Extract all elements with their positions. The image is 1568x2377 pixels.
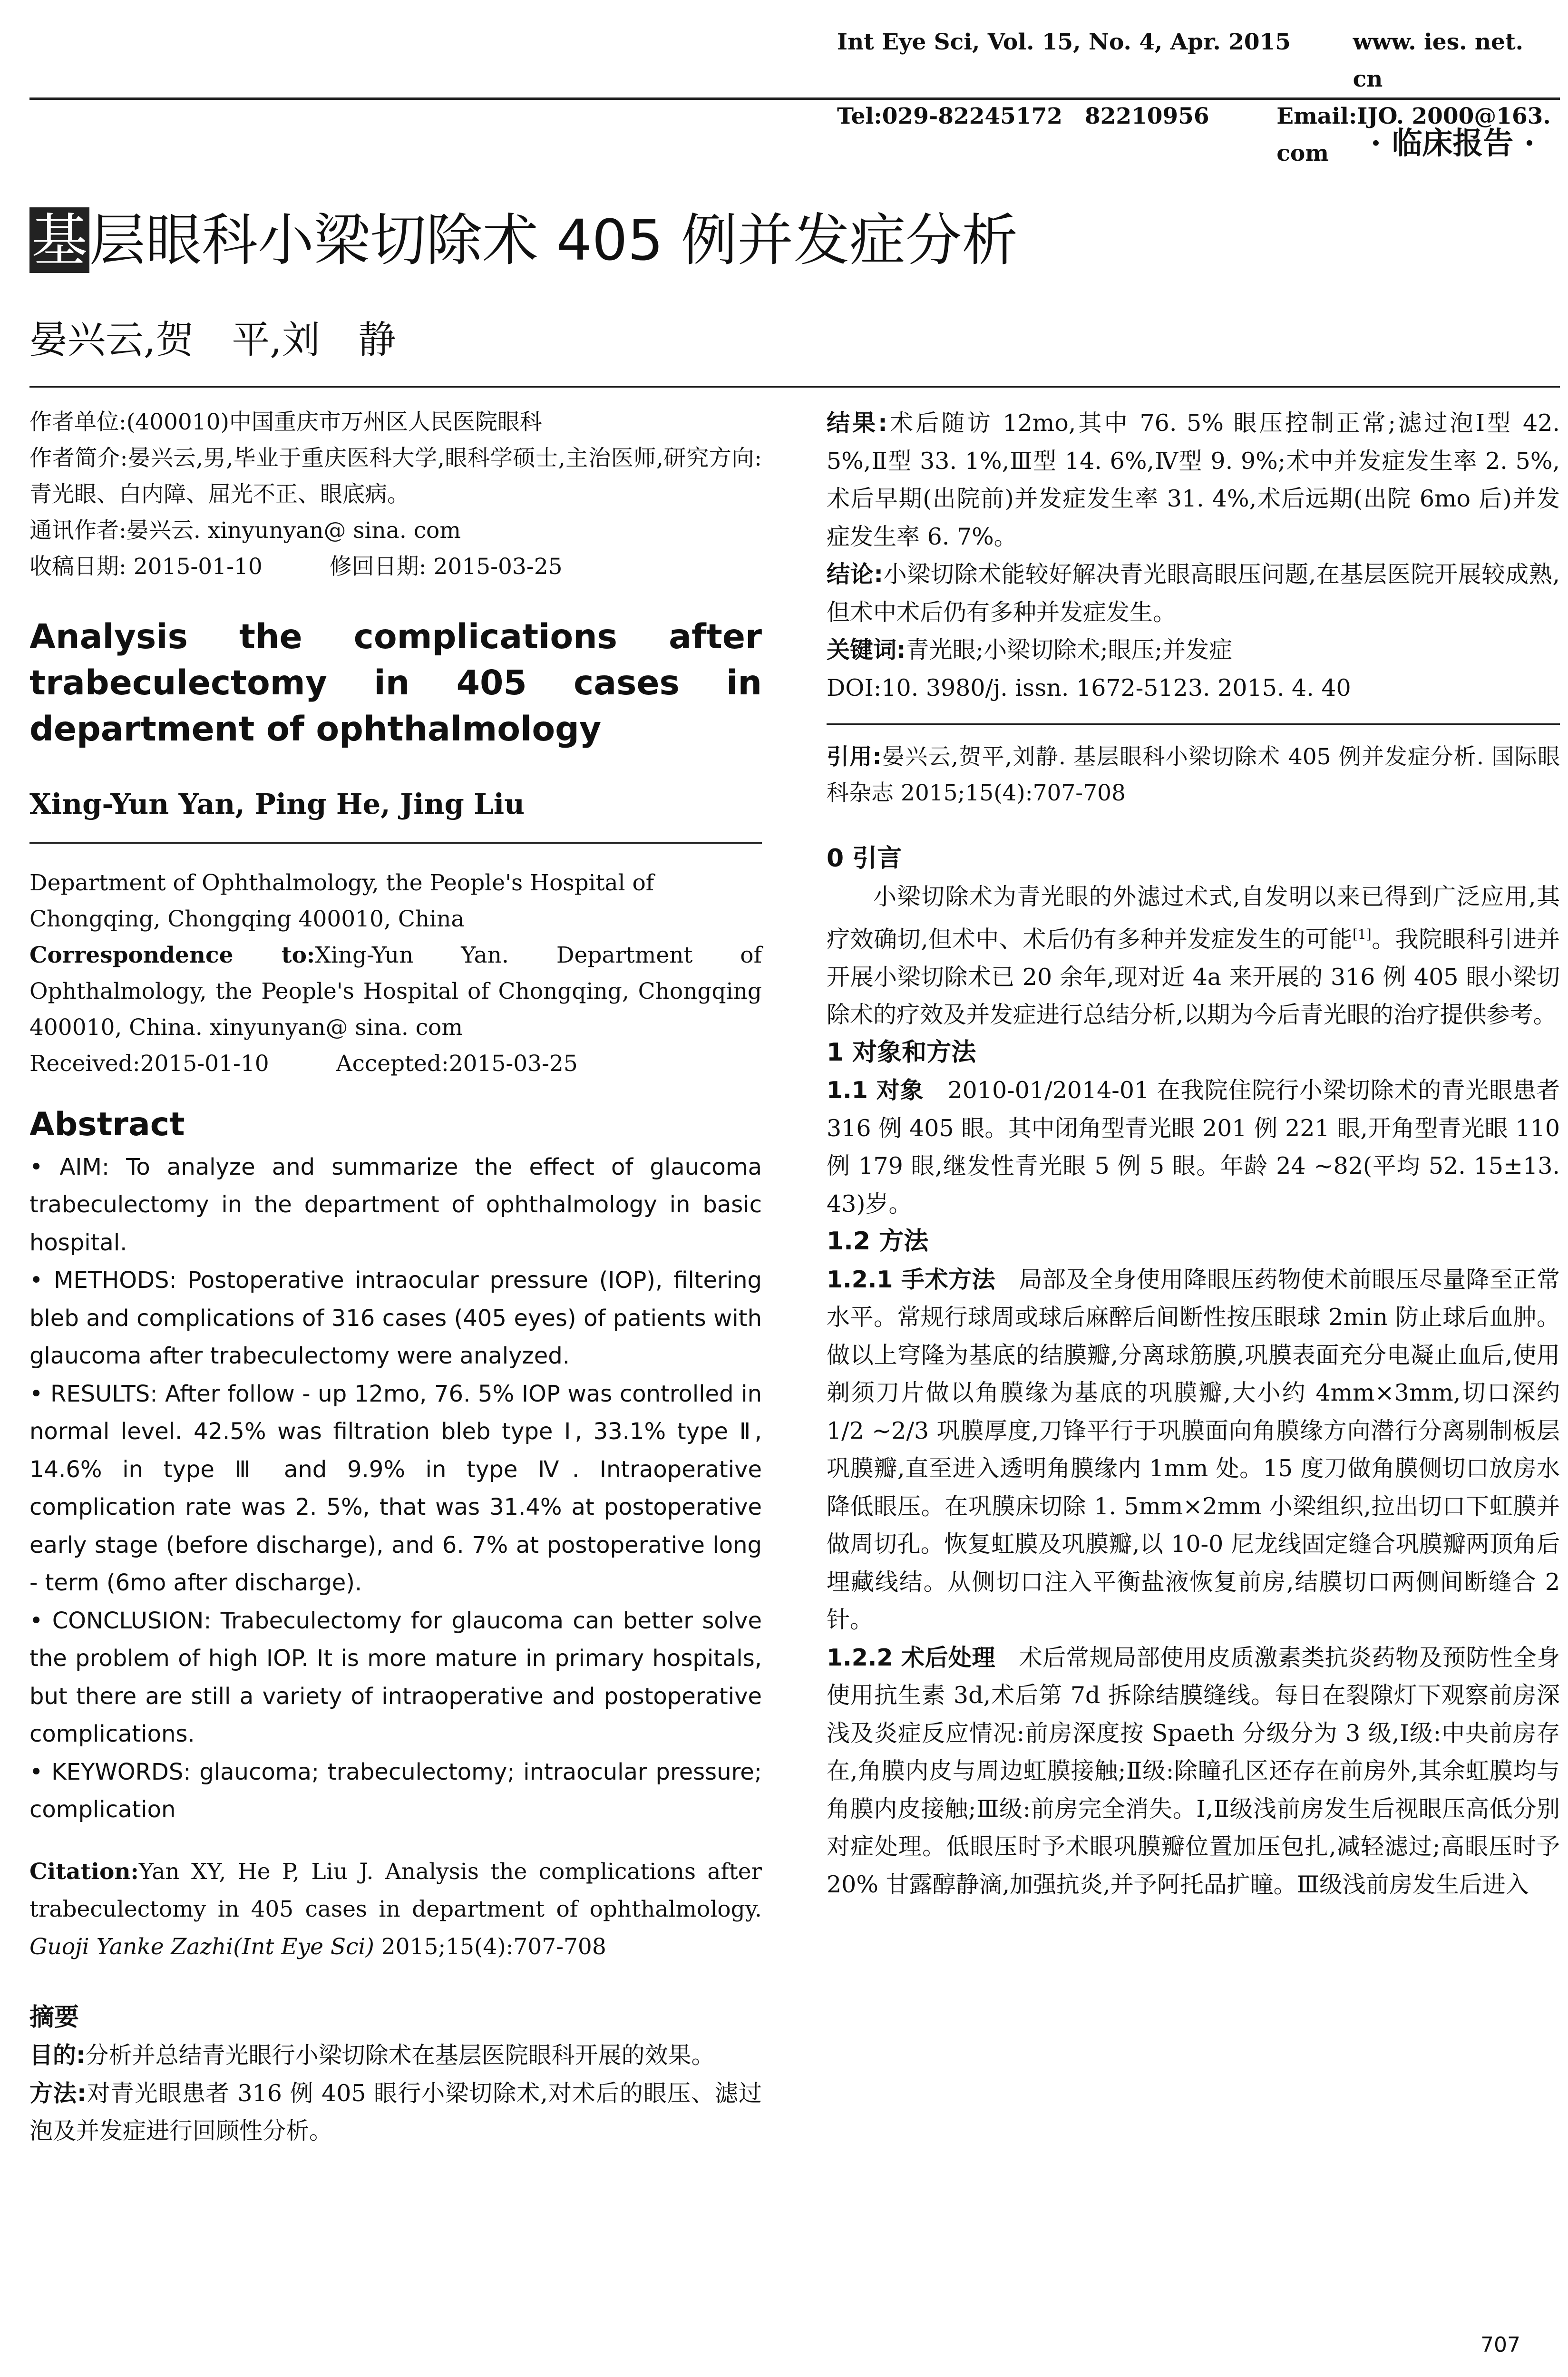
journal-tel: Tel:029-82245172 82210956: [837, 103, 1209, 129]
cn-keywords-label: 关键词:: [827, 636, 906, 663]
english-title: Analysis the complications after trabeculectomy in 405 cases in department of ophthalmology: [29, 617, 762, 749]
citation-label: Citation:: [29, 1858, 139, 1885]
title-initial: 基: [29, 207, 89, 273]
received-dates-en: Received:2015-01-10 Accepted:2015-03-25: [29, 1050, 578, 1077]
section-1-heading: 1 对象和方法: [827, 1038, 976, 1067]
cn-results-text: 术后随访 12mo,其中 76. 5% 眼压控制正常;滤过泡Ⅰ型 42. 5%,Ⅱ型 33. 1%,Ⅲ型 14. 6%,Ⅳ型 9. 9%;术中并发症发生率 2. 5%,术后早期(出院前)并发症发生率 31. 4%,术后远期(出院 6mo 后)并发症发生率 6. 7%。: [827, 409, 1560, 550]
author-bio: 作者简介:晏兴云,男,毕业于重庆医科大学,眼科学硕士,主治医师,研究方向:青光眼、白内障、屈光不正、眼底病。: [29, 445, 762, 507]
affiliation: Department of Ophthalmology, the People's Hospital of Chongqing, Chongqing 400010, China: [29, 869, 654, 932]
cn-keywords-text: 青光眼;小梁切除术;眼压;并发症: [906, 636, 1233, 663]
reference-1: [1]: [1353, 926, 1372, 942]
cn-abstract-results: [827, 404, 1560, 555]
divider-right: [827, 723, 1560, 725]
cn-methods-label: 方法:: [29, 2079, 87, 2107]
correspondence: [29, 937, 762, 1046]
citation-journal: Guoji Yanke Zazhi(Int Eye Sci): [29, 1933, 374, 1960]
cn-abstract-methods-start: [29, 2075, 762, 2150]
citation-text: Yan XY, He P, Liu J. Analysis the complications after trabeculectomy in 405 cases in department of ophthalmology.: [29, 1858, 762, 1922]
cn-aim-label: 目的:: [29, 2042, 86, 2069]
cn-abstract-heading: 摘要: [29, 2003, 79, 2032]
authors-cn: 晏兴云,贺 平,刘 静: [29, 318, 396, 362]
abstract-aim: • AIM: To analyze and summarize the effect of glaucoma trabeculectomy in the department of ophthalmology in basic hospital.: [29, 1153, 762, 1256]
page-number: 707: [1480, 2333, 1520, 2357]
journal-email: Email:IJO. 2000@163. com: [1276, 103, 1551, 166]
section-1-2-2: [827, 1639, 1560, 1904]
section-0-heading: 0 引言: [827, 844, 902, 873]
section-1-2-heading: 1.2 方法: [827, 1227, 929, 1256]
abstract-results: • RESULTS: After follow - up 12mo, 76. 5% IOP was controlled in normal level. 42.5% was filtration bleb type Ⅰ, 33.1% type Ⅱ, 14.6% in type Ⅲ and 9.9% in type Ⅳ. Intraoperative complication rate was 2. 5%, that was 31.4% at postoperative early stage (before discharge), and 6. 7% at postoperative long - term (6mo after discharge).: [29, 1380, 762, 1596]
cn-cite-text: 晏兴云,贺平,刘静. 基层眼科小梁切除术 405 例并发症分析. 国际眼科杂志 2015;15(4):707-708: [827, 744, 1560, 806]
section-1-2-2-label: 1.2.2 术后处理: [827, 1644, 995, 1671]
section-1-2-2-text: 术后常规局部使用皮质激素类抗炎药物及预防性全身使用抗生素 3d,术后第 7d 拆除结膜缝线。每日在裂隙灯下观察前房深浅及炎症反应情况:前房深度按 Spaeth 分级分为 3 级,Ⅰ级:中央前房存在,角膜内皮与周边虹膜接触;Ⅱ级:除瞳孔区还存在前房外,其余虹膜均与角膜内皮接触;Ⅲ级:前房完全消失。Ⅰ,Ⅱ级浅前房发生后视眼压高低分别对症处理。低眼压时予术眼巩膜瓣位置加压包扎,减轻滤过;高眼压时予 20% 甘露醇静滴,加强抗炎,并予阿托品扩瞳。Ⅲ级浅前房发生后进入: [827, 1644, 1560, 1898]
section-label: · 临床报告 ·: [1370, 126, 1535, 161]
header-rule: [29, 97, 1560, 100]
abstract-keywords: • KEYWORDS: glaucoma; trabeculectomy; intraocular pressure; complication: [29, 1758, 762, 1823]
section-1-2-1: [827, 1261, 1560, 1639]
section-1-2-1-text: 局部及全身使用降眼压药物使术前眼压尽量降至正常水平。常规行球周或球后麻醉后间断性按压眼球 2min 防止球后血肿。做以上穹隆为基底的结膜瓣,分离球筋膜,巩膜表面充分电凝止血后,使用剃须刀片做以角膜缘为基底的巩膜瓣,大小约 4mm×3mm,切口深约 1/2 ~2/3 巩膜厚度,刀锋平行于巩膜面向角膜缘方向潜行分离剔制板层巩膜瓣,直至进入透明角膜缘内 1mm 处。15 度刀做角膜侧切口放房水降低眼压。在巩膜床切除 1. 5mm×2mm 小梁组织,拉出切口下虹膜并做周切孔。恢复虹膜及巩膜瓣,以 10-0 尼龙线固定缝合巩膜瓣两顶角后埋藏线结。从侧切口注入平衡盐液恢复前房,结膜切口两侧间断缝合 2 针。: [827, 1266, 1560, 1634]
doi: DOI:10. 3980/j. issn. 1672-5123. 2015. 4. 40: [827, 674, 1351, 701]
author-unit: 作者单位:(400010)中国重庆市万州区人民医院眼科: [29, 409, 542, 435]
correspondence-text: Xing-Yun Yan. Department of Ophthalmology, the People's Hospital of Chongqing, Chongqing 400010, China. xinyunyan@ sina. com: [29, 942, 762, 1041]
divider: [29, 842, 762, 844]
section-1-1: [827, 1072, 1560, 1223]
cn-keywords: [827, 631, 1560, 669]
cn-conclusion-text: 小梁切除术能较好解决青光眼高眼压问题,在基层医院开展较成熟,但术中术后仍有多种并发症发生。: [827, 561, 1560, 626]
cn-cite-label: 引用:: [827, 744, 882, 770]
intro-paragraph: [827, 878, 1560, 1034]
paper-title: [29, 195, 1018, 276]
title-rest: 层眼科小梁切除术 405 例并发症分析: [89, 207, 1018, 273]
citation-tail: 2015;15(4):707-708: [381, 1933, 606, 1960]
cn-abstract-conclusion: [827, 555, 1560, 631]
cn-citation: [827, 739, 1560, 811]
cn-conclusion-label: 结论:: [827, 561, 883, 588]
intro-text-2: 。我院眼科引进并开展小梁切除术已 20 余年,现对近 4a 来开展的 316 例 405 眼小梁切除术的疗效及并发症进行总结分析,以期为今后青光眼的治疗提供参考。: [827, 925, 1560, 1029]
cn-results-label: 结果:: [827, 409, 887, 437]
abstract-conclusion: • CONCLUSION: Trabeculectomy for glaucoma can better solve the problem of high IOP. It is more mature in primary hospitals, but there are still a variety of intraoperative and postoperative complications.: [29, 1607, 762, 1747]
citation-en: [29, 1853, 762, 1966]
abstract-methods: • METHODS: Postoperative intraocular pressure (IOP), filtering bleb and complications of 316 cases (405 eyes) of patients with glaucoma after trabeculectomy were analyzed.: [29, 1267, 762, 1369]
title-rule: [29, 386, 1560, 388]
english-authors: Xing-Yun Yan, Ping He, Jing Liu: [29, 788, 525, 820]
abstract-heading: Abstract: [29, 1105, 185, 1143]
intro-text-1: 小梁切除术为青光眼的外滤过术式,自发明以来已得到广泛应用,其疗效确切,但术中、术后仍有多种并发症发生的可能: [827, 883, 1560, 953]
left-column: [29, 404, 762, 2150]
section-1-2-1-label: 1.2.1 手术方法: [827, 1266, 995, 1293]
correspondence-label: Correspondence to:: [29, 942, 315, 968]
section-1-1-text: 2010-01/2014-01 在我院住院行小梁切除术的青光眼患者 316 例 405 眼。其中闭角型青光眼 201 例 221 眼,开角型青光眼 110 例 179 眼,继发性青光眼 5 例 5 眼。年龄 24 ~82(平均 52. 15±13. 43)岁。: [827, 1077, 1560, 1218]
journal-citation: Int Eye Sci, Vol. 15, No. 4, Apr. 2015: [837, 29, 1291, 55]
right-column-content: [827, 404, 1560, 1903]
cn-methods-text: 对青光眼患者 316 例 405 眼行小梁切除术,对术后的眼压、滤过泡及并发症进行回顾性分析。: [29, 2079, 762, 2144]
journal-website: www. ies. net. cn: [1353, 29, 1524, 92]
section-1-1-label: 1.1 对象: [827, 1077, 924, 1104]
received-dates-cn: 收稿日期: 2015-01-10 修回日期: 2015-03-25: [29, 554, 563, 580]
corresponding-author: 通讯作者:晏兴云. xinyunyan@ sina. com: [29, 517, 461, 544]
cn-abstract-aim: [29, 2036, 762, 2075]
cn-aim-text: 分析并总结青光眼行小梁切除术在基层医院眼科开展的效果。: [85, 2042, 715, 2069]
